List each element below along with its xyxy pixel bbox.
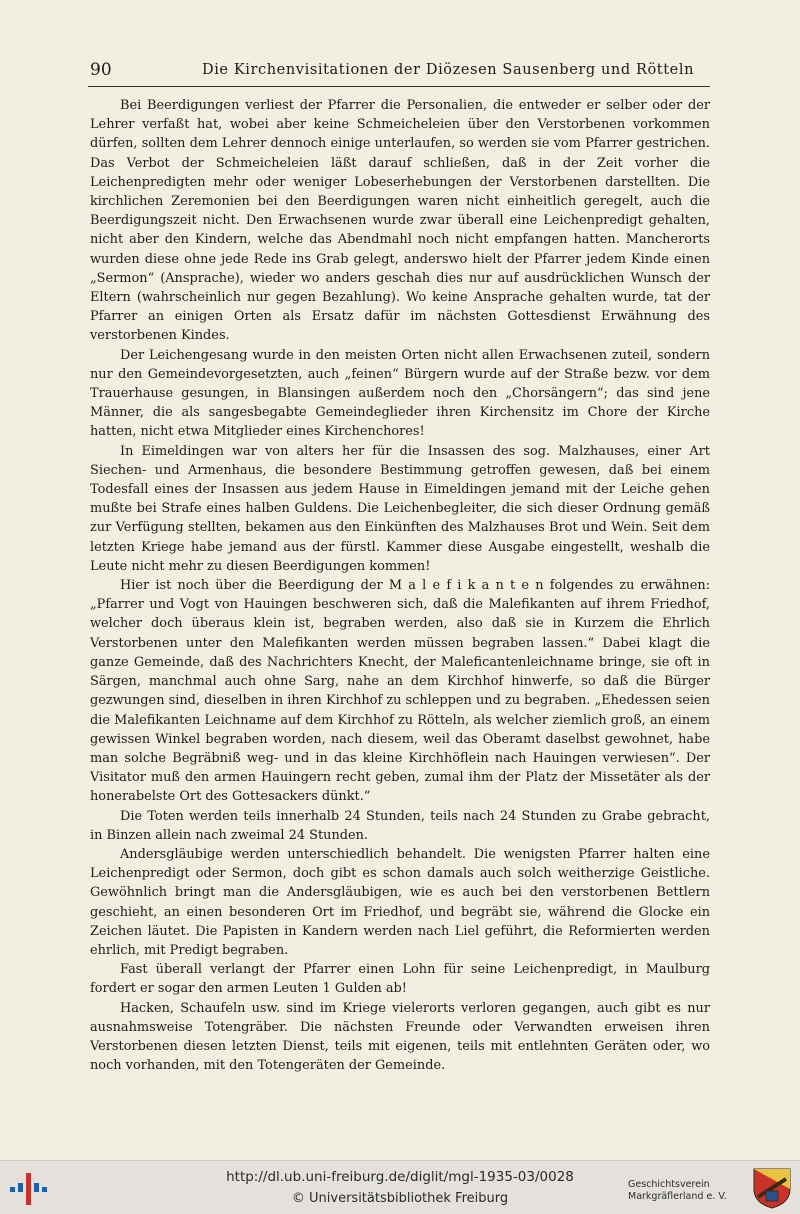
university-library-logo-icon[interactable] bbox=[10, 1173, 50, 1205]
paragraph: Fast überall verlangt der Pfarrer einen Lohn für seine Leichenpredigt, in Maulburg fordert er sogar den armen Leuten 1 Gulden ab! bbox=[90, 962, 710, 997]
paragraph: In Eimeldingen war von alters her für die Insassen des sog. Malzhauses, einer Art Siechen- und Armenhaus, die besondere Bestimmung getroffen gewesen, daß bei einem Todesfall eines der Insassen aus jedem Hause in Eimeldingen jemand mit der Leiche gehen mußte bei Strafe eines halben Guldens. Die Leichenbegleiter, die sich dieser Ordnung gemäß zur Verfügung stellten, bekamen aus den Einkünften des Malzhauses Brot und Wein. Seit dem letzten Kriege habe jemand aus der fürstl. Kammer diese Ausgabe eingestellt, weshalb die Leute nicht mehr zu diesen Beerdigungen kommen! bbox=[90, 443, 710, 574]
society-line-1: Geschichtsverein bbox=[628, 1179, 710, 1190]
body-text bbox=[90, 96, 710, 1075]
paragraph: Hacken, Schaufeln usw. sind im Kriege vielerorts verloren gegangen, auch gibt es nur ausnahmsweise Totengräber. Die nächsten Freunde oder Verwandten erweisen ihren Verstorbenen diesen letzten Dienst, teils mit eigenen, teils mit entlehnten Geräten oder, wo noch vorhanden, mit den Totengeräten der Gemeinde. bbox=[90, 1000, 710, 1074]
copyright-notice: © Universitätsbibliothek Freiburg bbox=[291, 1191, 509, 1206]
permalink-url[interactable]: http://dl.ub.uni-freiburg.de/diglit/mgl-1935-03/0028 bbox=[226, 1169, 574, 1185]
running-head: Die Kirchenvisitationen der Diözesen Sausenberg und Rötteln bbox=[201, 62, 695, 78]
page-header bbox=[88, 58, 710, 87]
paragraph: Bei Beerdigungen verliest der Pfarrer die Personalien, die entweder er selber oder der Lehrer verfaßt hat, wobei aber keine Schmeicheleien über den Verstorbenen vorkommen dürfen, sollten dem Lehrer dennoch einige unterlaufen, so werden sie vom Pfarrer gestrichen. Das Verbot der Schmeicheleien läßt darauf schließen, daß in der Zeit vorher die Leichenpredigten mehr oder weniger Lobeserhebungen der Verstorbenen darstellten. Die kirchlichen Zeremonien bei den Beerdigungen waren nicht einheitlich geregelt, auch die Beerdigungszeit nicht. Den Erwachsenen wurde zwar überall eine Leichenpredigt gehalten, nicht aber den Kindern, welche das Abendmahl noch nicht empfangen hatten. Mancherorts wurden diese ohne jede Rede ins Grab gelegt, anderswo hielt der Pfarrer jedem Kinde einen „Sermon“ (Ansprache), wieder wo anders geschah dies nur auf ausdrücklichen Wunsch der Eltern (wahrscheinlich nur gegen Bezahlung). Wo keine Ansprache gehalten wurde, tat der Pfarrer an einigen Orten als Ersatz dafür im nächsten Gottesdienst Erwähnung des verstorbenen Kindes. bbox=[90, 98, 710, 344]
society-line-2: Markgräflerland e. V. bbox=[628, 1191, 727, 1202]
page-number: 90 bbox=[90, 60, 112, 80]
paragraph: Hier ist noch über die Beerdigung der M a l e f i k a n t e n folgendes zu erwähnen: „Pfarrer und Vogt von Hauingen beschweren sich, daß die Malefikanten auf ihrem Friedhof, welcher doch überaus klein ist, begraben werden, also daß sie in Kurzem die Ehrlich Verstorbenen unter den Malefikanten werden müssen begraben lassen.“ Dabei klagt die ganze Gemeinde, daß des Nachrichters Knecht, der Maleficantenleichname bringe, sie oft in Särgen, manchmal auch ohne Sarg, nahe an dem Kirchhof hinwerfe, so daß die Bürger gezwungen sind, dieselben in ihren Kirchhof zu schleppen und zu begraben. „Ehedessen seien die Malefikanten Leichname auf dem Kirchhof zu Rötteln, als welcher ziemlich groß, an einem gewissen Winkel begraben worden, nach diesem, weil das Oberamt daselbst gewohnet, habe man solche Begräbniß weg- und in das kleine Kirchhöflein nach Hauingen verwiesen“. Der Visitator muß den armen Hauingern recht geben, zumal ihm der Platz der Missetäter als der honerabelste Ort des Gottesackers dünkt.“ bbox=[90, 578, 710, 805]
viewer-footer bbox=[0, 1160, 800, 1214]
paragraph: Die Toten werden teils innerhalb 24 Stunden, teils nach 24 Stunden zu Grabe gebracht, in Binzen allein nach zweimal 24 Stunden. bbox=[90, 808, 710, 843]
paragraph: Andersgläubige werden unterschiedlich behandelt. Die wenigsten Pfarrer halten eine Leichenpredigt oder Sermon, doch gibt es schon damals auch solch weitherzige Geistliche. Gewöhnlich bringt man die Andersgläubigen, wie es auch bei den verstorbenen Bettlern geschieht, an einen besonderen Ort im Friedhof, und begräbt sie, während die Glocke ein Zeichen läutet. Die Papisten in Kandern werden nach Liel geführt, die Reformierten werden ehrlich, mit Predigt begraben. bbox=[90, 846, 710, 958]
crest-icon[interactable] bbox=[752, 1167, 792, 1209]
society-name bbox=[628, 1179, 748, 1203]
paragraph: Der Leichengesang wurde in den meisten Orten nicht allen Erwachsenen zuteil, sondern nur den Gemeindevorgesetzten, auch „feinen“ Bürgern wurde auf der Straße bezw. vor dem Trauerhause gesungen, in Blansingen außerdem noch den „Chorsängern“; das sind jene Männer, die als sangesbegabte Gemeindeglieder ihren Kirchensitz im Chore der Kirche hatten, nicht etwa Mitglieder eines Kirchenchores! bbox=[90, 347, 710, 440]
